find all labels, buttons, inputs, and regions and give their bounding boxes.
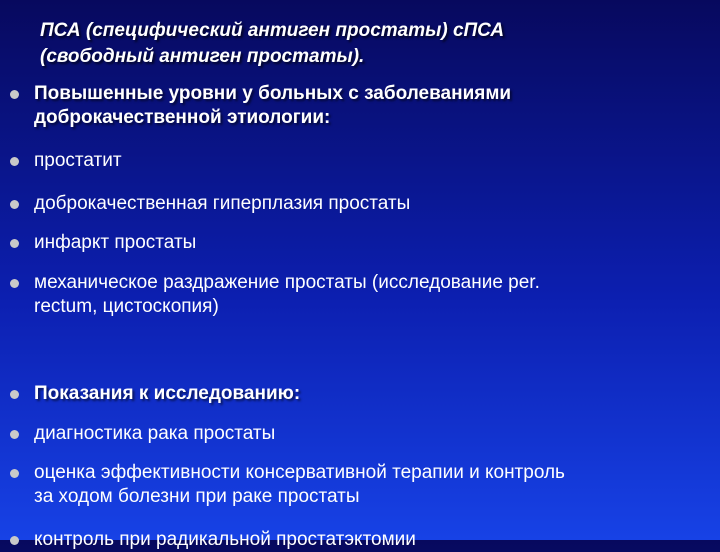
list-item-cancer-diagnosis [10,422,710,446]
list-item-text: Повышенные уровни у больных с заболеваниями доброкачественной этиологии: [34,83,512,128]
list-item-text: простатит [34,150,122,171]
list-item-prostatitis [10,149,710,173]
list-item-text: диагностика рака простаты [34,423,276,444]
list-item-mechanical-irritation [10,271,710,319]
list-item-text: контроль при радикальной простатэктомии [34,529,416,550]
list-item-therapy-evaluation [10,461,710,509]
bullet-icon [10,430,19,439]
bullet-icon [10,157,19,166]
slide-title [40,18,700,70]
bullet-icon [10,469,19,478]
list-item-text: Показания к исследованию: [34,383,301,404]
list-item-elevated-levels [10,82,710,130]
bullet-icon [10,200,19,209]
slide-title-line-1: ПСА (специфический антиген простаты) сПСА [40,20,505,41]
list-item-text: инфаркт простаты [34,232,197,253]
bullet-icon [10,536,19,545]
list-item-text: механическое раздражение простаты (исследование per. rectum, цистоскопия) [34,272,540,317]
bullet-icon [10,390,19,399]
list-item-text: оценка эффективности консервативной терапии и контроль за ходом болезни при раке простаты [34,462,565,507]
list-item-indications-heading [10,382,710,406]
bullet-icon [10,90,19,99]
list-item-bph [10,192,710,216]
bullet-icon [10,239,19,248]
list-item-prostatectomy-control [10,528,710,552]
list-item-text: доброкачественная гиперплазия простаты [34,193,411,214]
list-item-infarction [10,231,710,255]
bullet-icon [10,279,19,288]
slide-title-line-2: (свободный антиген простаты). [40,46,365,67]
